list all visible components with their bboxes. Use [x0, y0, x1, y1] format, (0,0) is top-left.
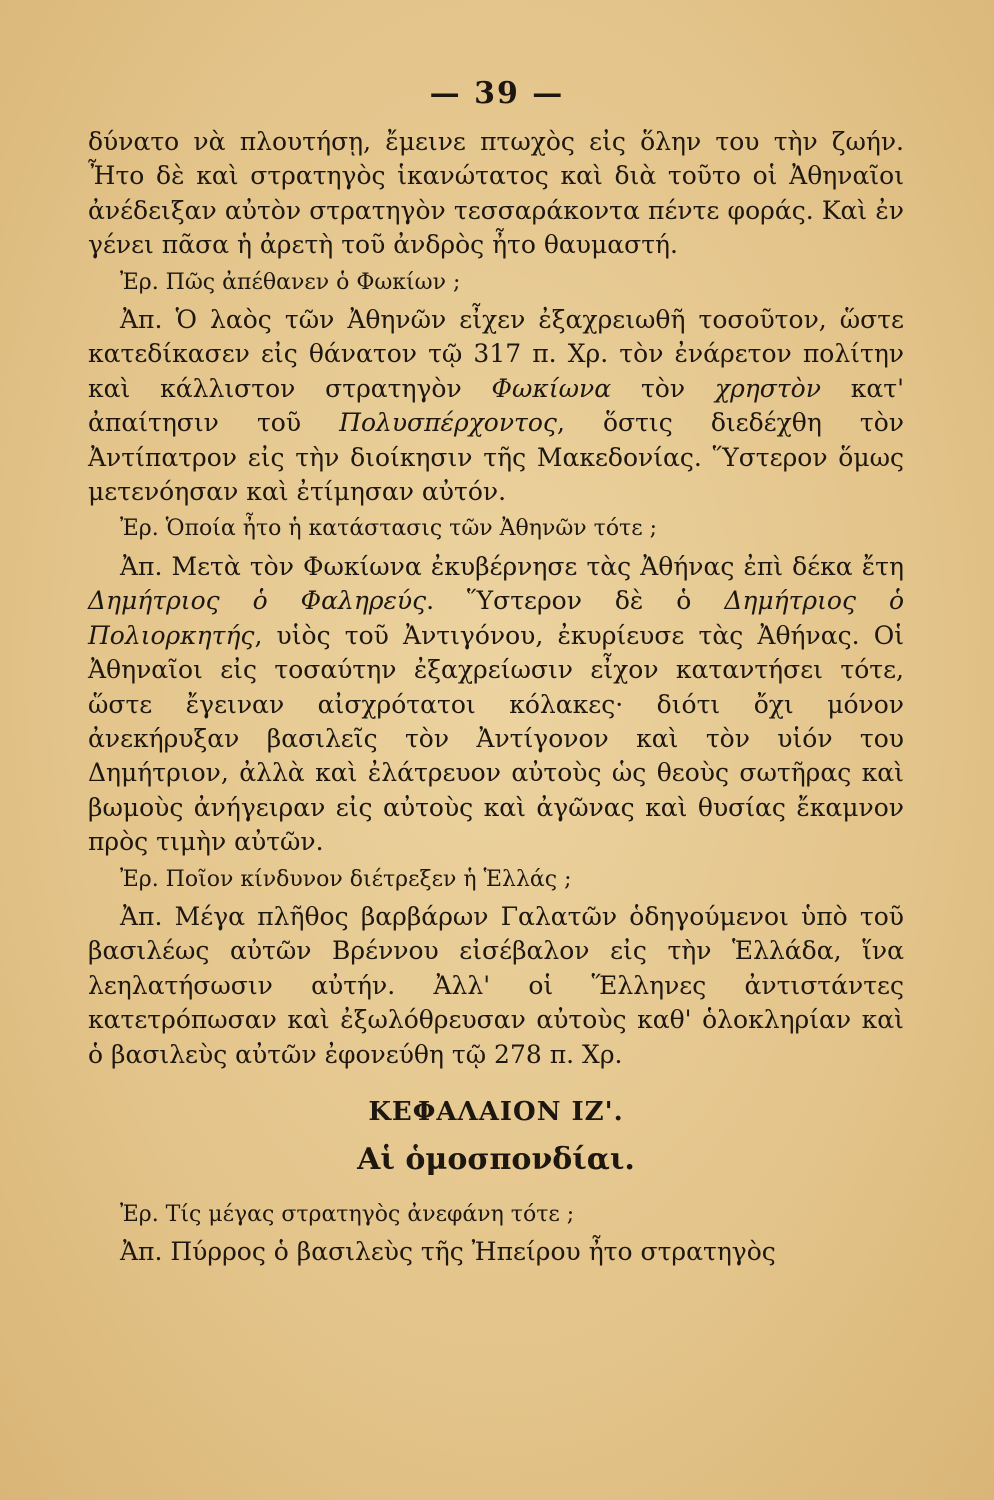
- page-number: — 39 —: [429, 76, 565, 111]
- question-great-general: Ἐρ. Τίς μέγας στρατηγὸς ἀνεφάνη τότε ;: [120, 1201, 575, 1227]
- answer-athens-state: [88, 550, 904, 860]
- answer-text: , ὅστις διεδέχθη τὸν Ἀντίπατρον εἰς τὴν διοίκησιν τῆς Μακεδονίας. Ὕστερον ὅμως μετενόησαν καὶ ἐτίμησαν αὐτόν.: [88, 408, 904, 507]
- chapter-title: Αἱ ὁμοσπονδίαι.: [357, 1141, 635, 1177]
- answer-greece-danger: Ἀπ. Μέγα πλῆθος βαρβάρων Γαλατῶν ὁδηγούμενοι ὑπὸ τοῦ βασιλέως αὐτῶν Βρέννου εἰσέβαλον εἰς τὴν Ἑλλάδα, ἵνα λεηλατήσωσιν αὐτήν. Ἀλλ' οἱ Ἕλληνες ἀντιστάντες κατετρόπωσαν καὶ ἐξωλόθρευσαν αὐτοὺς καθ' ὁλοκληρίαν καὶ ὁ βασιλεὺς αὐτῶν ἐφονεύθη τῷ 278 π. Χρ.: [88, 901, 904, 1069]
- answer-text: . Ὕστερον δὲ ὁ: [426, 586, 692, 616]
- chapter-heading: ΚΕΦΑΛΑΙΟΝ ΙΖ'.: [368, 1096, 624, 1127]
- question-greece-danger: Ἐρ. Ποῖον κίνδυνον διέτρεξεν ἡ Ἑλλάς ;: [120, 866, 572, 892]
- answer-text: κατ' ἀπαίτησιν τοῦ: [88, 373, 905, 438]
- answer-great-general: Ἀπ. Πύρρος ὁ βασιλεὺς τῆς Ἠπείρου ἦτο στρατηγὸς: [120, 1237, 776, 1267]
- page-body: [88, 125, 904, 1270]
- answer-text: Ἀπ. Ὁ λαὸς τῶν Ἀθηνῶν εἶχεν ἐξαχρειωθῆ τοσοῦτον, ὥστε κατεδίκασεν εἰς θάνατον τῷ 317 π. Χρ. τὸν ἐνάρετον πολίτην καὶ κάλλιστον στρατηγὸν: [88, 305, 904, 403]
- italic-name-demetrius-poliorcetes: Δημήτριος ὁ Πολιορκητής: [88, 586, 904, 650]
- question-athens-state: Ἐρ. Ὁποία ἦτο ἡ κατάστασις τῶν Ἀθηνῶν τότε ;: [120, 516, 658, 542]
- answer-text: τὸν: [640, 373, 686, 403]
- italic-name-phocion: Φωκίωνα: [491, 373, 612, 403]
- answer-phocion-death: [88, 303, 904, 509]
- answer-text: Ἀπ. Μετὰ τὸν Φωκίωνα ἐκυβέρνησε τὰς Ἀθήνας ἐπὶ δέκα ἔτη: [120, 551, 904, 581]
- question-phocion-death: Ἐρ. Πῶς ἀπέθανεν ὁ Φωκίων ;: [120, 269, 461, 295]
- answer-text: , υἱὸς τοῦ Ἀντιγόνου, ἐκυρίευσε τὰς Ἀθήνας. Οἱ Ἀθηναῖοι εἰς τοσαύτην ἐξαχρείωσιν εἶχον καταντήσει τότε, ὥστε ἔγειναν αἰσχρότατοι κόλακες· διότι ὄχι μόνον ἀνεκήρυξαν βασιλεῖς τὸν Ἀντίγονον καὶ τὸν υἱόν του Δημήτριον, ἀλλὰ καὶ ἐλάτρευον αὐτοὺς ὡς θεοὺς σωτῆρας καὶ βωμοὺς ἀνήγειραν εἰς αὐτοὺς καὶ ἀγῶνας καὶ θυσίας ἔκαμνον πρὸς τιμὴν αὐτῶν.: [88, 620, 904, 857]
- italic-name-polysperchon: Πολυσπέρχοντος: [339, 408, 557, 438]
- italic-word-chrestos: χρηστὸν: [714, 373, 821, 403]
- paragraph-continuation: δύνατο νὰ πλουτήσῃ, ἔμεινε πτωχὸς εἰς ὅλην του τὴν ζωήν. Ἦτο δὲ καὶ στρατηγὸς ἱκανώτατος καὶ διὰ τοῦτο οἱ Ἀθηναῖοι ἀνέδειξαν αὐτὸν στρατηγὸν τεσσαράκοντα πέντε φοράς. Καὶ ἐν γένει πᾶσα ἡ ἀρετὴ τοῦ ἀνδρὸς ἦτο θαυμαστή.: [88, 127, 904, 260]
- italic-name-demetrius-phalereus: Δημήτριος ὁ Φαληρεύς: [88, 586, 427, 616]
